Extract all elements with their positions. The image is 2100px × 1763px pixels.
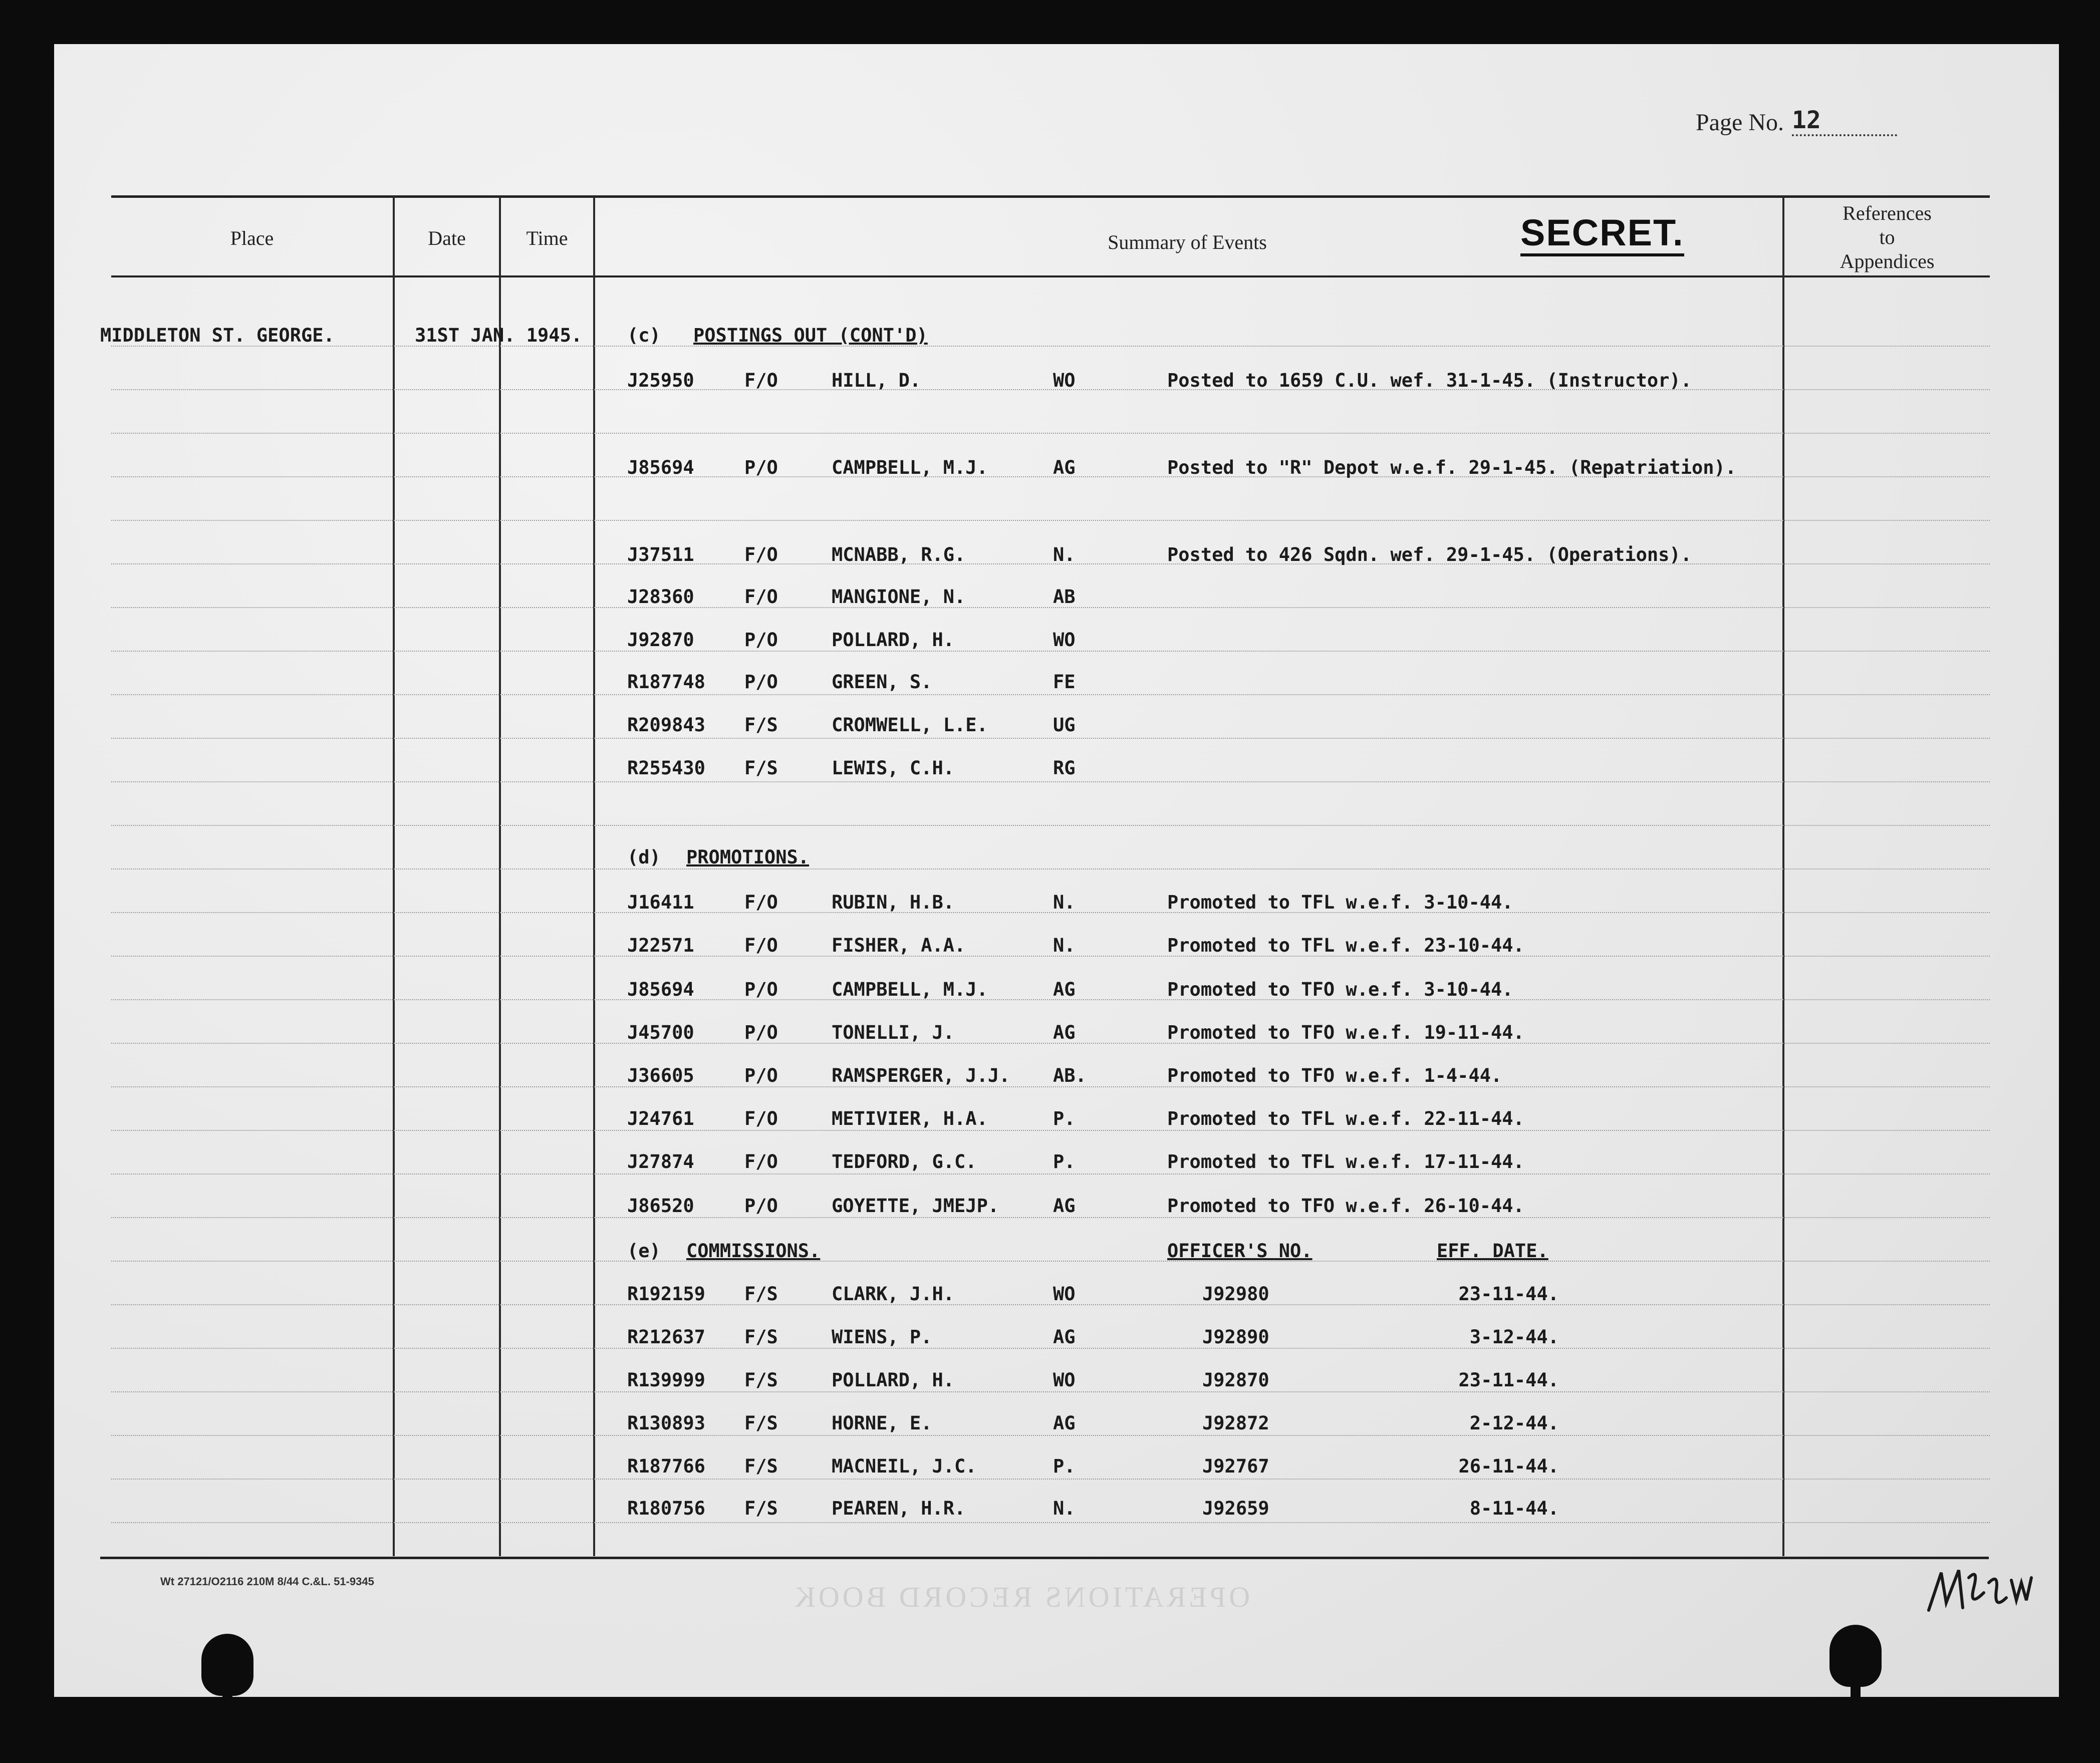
rank: P/O: [744, 629, 778, 651]
header-references-line1: References: [1843, 202, 1932, 224]
trade: N.: [1053, 1498, 1076, 1519]
guide-line: [111, 563, 1990, 564]
trade: AG: [1053, 1022, 1076, 1043]
promotion-remark: Promoted to TFO w.e.f. 3-10-44.: [1167, 979, 1513, 1000]
guide-line: [111, 912, 1990, 913]
service-number: J36605: [627, 1065, 694, 1086]
rank: P/O: [744, 671, 778, 693]
guide-line: [111, 1435, 1990, 1436]
service-number: J45700: [627, 1022, 694, 1043]
service-number: J25950: [627, 370, 694, 391]
trade: WO: [1053, 1369, 1076, 1391]
effective-date: 26-11-44.: [1458, 1455, 1559, 1477]
divider-time-summary: [593, 196, 595, 1556]
trade: AG: [1053, 1326, 1076, 1348]
rank: F/O: [744, 1108, 778, 1129]
entry-place: MIDDLETON ST. GEORGE.: [100, 325, 335, 346]
postings-heading: POSTINGS OUT (CONT'D): [693, 325, 928, 346]
promotions-heading: PROMOTIONS.: [686, 846, 810, 868]
guide-line: [111, 1391, 1990, 1392]
rank: F/O: [744, 586, 778, 608]
trade: FE: [1053, 671, 1076, 693]
trade: N.: [1053, 935, 1076, 956]
service-number: J24761: [627, 1108, 694, 1129]
guide-line: [111, 607, 1990, 608]
service-number: J22571: [627, 935, 694, 956]
rank: F/O: [744, 892, 778, 913]
officer-no-heading: OFFICER'S NO.: [1167, 1240, 1312, 1262]
guide-line: [111, 999, 1990, 1000]
service-number: J28360: [627, 586, 694, 608]
rank: F/S: [744, 1412, 778, 1434]
binder-hole-left: [201, 1634, 253, 1696]
effective-date: 2-12-44.: [1469, 1412, 1559, 1434]
guide-line: [111, 1479, 1990, 1480]
header-references-line3: Appendices: [1840, 250, 1935, 272]
divider-date-time: [499, 196, 501, 1556]
guide-line: [111, 1173, 1990, 1174]
commissions-heading-letter: (e): [627, 1240, 661, 1262]
trade: AG: [1053, 1195, 1076, 1217]
service-number: J92870: [627, 629, 694, 651]
posting-remark: Posted to "R" Depot w.e.f. 29-1-45. (Repatriation).: [1167, 457, 1737, 478]
trade: UG: [1053, 714, 1076, 736]
trade: P.: [1053, 1455, 1076, 1477]
promotion-remark: Promoted to TFO w.e.f. 1-4-44.: [1167, 1065, 1502, 1086]
service-number: J37511: [627, 544, 694, 565]
service-number: R139999: [627, 1369, 705, 1391]
guide-line: [111, 1522, 1990, 1523]
trade: AG: [1053, 1412, 1076, 1434]
rank: F/O: [744, 370, 778, 391]
rank: P/O: [744, 457, 778, 478]
officer-number: J92980: [1202, 1283, 1269, 1305]
rank: F/O: [744, 544, 778, 565]
rank: P/O: [744, 1022, 778, 1043]
bleed-through-text: OPERATIONS RECORD BOOK: [792, 1581, 1250, 1613]
service-number: R192159: [627, 1283, 705, 1305]
airman-name: CROMWELL, L.E.: [832, 714, 988, 736]
service-number: R209843: [627, 714, 705, 736]
guide-line: [111, 1348, 1990, 1349]
rank: F/S: [744, 1455, 778, 1477]
airman-name: PEAREN, H.R.: [832, 1498, 966, 1519]
guide-line: [111, 651, 1990, 652]
guide-line: [111, 346, 1990, 347]
rank: F/O: [744, 935, 778, 956]
rank: F/S: [744, 1498, 778, 1519]
bottom-rule: [100, 1557, 1989, 1559]
service-number: R255430: [627, 757, 705, 779]
header-references: [1784, 201, 1990, 273]
print-code: Wt 27121/O2116 210M 8/44 C.&L. 51-9345: [160, 1575, 374, 1588]
officer-number: J92659: [1202, 1498, 1269, 1519]
header-time: Time: [526, 227, 568, 249]
airman-name: METIVIER, H.A.: [832, 1108, 988, 1129]
airman-name: CAMPBELL, M.J.: [832, 457, 988, 478]
rank: F/O: [744, 1151, 778, 1172]
entry-date: 31ST JAN. 1945.: [415, 325, 583, 346]
trade: WO: [1053, 1283, 1076, 1305]
airman-name: POLLARD, H.: [832, 629, 955, 651]
airman-name: GREEN, S.: [832, 671, 932, 693]
officer-number: J92872: [1202, 1412, 1269, 1434]
rank: F/S: [744, 714, 778, 736]
officer-number: J92890: [1202, 1326, 1269, 1348]
airman-name: POLLARD, H.: [832, 1369, 955, 1391]
airman-name: RUBIN, H.B.: [832, 892, 955, 913]
trade: RG: [1053, 757, 1076, 779]
guide-line: [111, 868, 1990, 869]
service-number: J85694: [627, 457, 694, 478]
service-number: J16411: [627, 892, 694, 913]
trade: AG: [1053, 979, 1076, 1000]
promotions-heading-letter: (d): [627, 846, 661, 868]
guide-line: [111, 433, 1990, 434]
guide-line: [111, 738, 1990, 739]
promotion-remark: Promoted to TFL w.e.f. 3-10-44.: [1167, 892, 1513, 913]
effective-date: 23-11-44.: [1458, 1283, 1559, 1305]
airman-name: WIENS, P.: [832, 1326, 932, 1348]
trade: AG: [1053, 457, 1076, 478]
trade: P.: [1053, 1108, 1076, 1129]
postings-heading-letter: (c): [627, 325, 661, 346]
header-date: Date: [428, 227, 466, 249]
guide-line: [111, 781, 1990, 782]
effective-date: 3-12-44.: [1469, 1326, 1559, 1348]
page-number-value: 12: [1791, 106, 1821, 134]
service-number: J27874: [627, 1151, 694, 1172]
secret-stamp: SECRET.: [1520, 214, 1684, 256]
service-number: J85694: [627, 979, 694, 1000]
header-place: Place: [230, 227, 274, 249]
promotion-remark: Promoted to TFO w.e.f. 19-11-44.: [1167, 1022, 1524, 1043]
record-sheet: [54, 44, 2059, 1697]
eff-date-heading: EFF. DATE.: [1437, 1240, 1548, 1262]
promotion-remark: Promoted to TFL w.e.f. 22-11-44.: [1167, 1108, 1524, 1129]
rank: P/O: [744, 1195, 778, 1217]
airman-name: HORNE, E.: [832, 1412, 932, 1434]
guide-line: [111, 956, 1990, 957]
airman-name: CAMPBELL, M.J.: [832, 979, 988, 1000]
service-number: R130893: [627, 1412, 705, 1434]
airman-name: TONELLI, J.: [832, 1022, 955, 1043]
rank: F/S: [744, 1326, 778, 1348]
rank: F/S: [744, 757, 778, 779]
service-number: R212637: [627, 1326, 705, 1348]
commissions-heading: COMMISSIONS.: [686, 1240, 821, 1262]
airman-name: MANGIONE, N.: [832, 586, 966, 608]
airman-name: HILL, D.: [832, 370, 921, 391]
binder-hole-right: [1829, 1625, 1882, 1687]
airman-name: TEDFORD, G.C.: [832, 1151, 977, 1172]
header-references-line2: to: [1879, 226, 1895, 248]
promotion-remark: Promoted to TFL w.e.f. 17-11-44.: [1167, 1151, 1524, 1172]
page-number-label: Page No.: [1696, 109, 1784, 136]
service-number: R187748: [627, 671, 705, 693]
posting-remark: Posted to 426 Sqdn. wef. 29-1-45. (Operations).: [1167, 544, 1692, 565]
guide-line: [111, 1304, 1990, 1305]
airman-name: FISHER, A.A.: [832, 935, 966, 956]
guide-line: [111, 825, 1990, 826]
trade: WO: [1053, 629, 1076, 651]
rank: F/S: [744, 1369, 778, 1391]
trade: N.: [1053, 544, 1076, 565]
guide-line: [111, 1217, 1990, 1218]
trade: AB.: [1053, 1065, 1087, 1086]
airman-name: RAMSPERGER, J.J.: [832, 1065, 1010, 1086]
service-number: R187766: [627, 1455, 705, 1477]
guide-line: [111, 389, 1990, 390]
trade: AB: [1053, 586, 1076, 608]
divider-summary-refs: [1782, 196, 1784, 1556]
airman-name: LEWIS, C.H.: [832, 757, 955, 779]
guide-line: [111, 1086, 1990, 1087]
header-summary: Summary of Events: [1108, 231, 1267, 253]
rank: F/S: [744, 1283, 778, 1305]
officer-number: J92767: [1202, 1455, 1269, 1477]
trade: WO: [1053, 370, 1076, 391]
signature-initials: [1924, 1563, 2039, 1618]
guide-line: [111, 1043, 1990, 1044]
posting-remark: Posted to 1659 C.U. wef. 31-1-45. (Instructor).: [1167, 370, 1692, 391]
effective-date: 8-11-44.: [1469, 1498, 1559, 1519]
rank: P/O: [744, 1065, 778, 1086]
rank: P/O: [744, 979, 778, 1000]
promotion-remark: Promoted to TFL w.e.f. 23-10-44.: [1167, 935, 1524, 956]
effective-date: 23-11-44.: [1458, 1369, 1559, 1391]
trade: P.: [1053, 1151, 1076, 1172]
guide-line: [111, 1261, 1990, 1262]
airman-name: CLARK, J.H.: [832, 1283, 955, 1305]
promotion-remark: Promoted to TFO w.e.f. 26-10-44.: [1167, 1195, 1524, 1217]
guide-line: [111, 520, 1990, 521]
guide-line: [111, 1130, 1990, 1131]
officer-number: J92870: [1202, 1369, 1269, 1391]
service-number: R180756: [627, 1498, 705, 1519]
trade: N.: [1053, 892, 1076, 913]
airman-name: GOYETTE, JMEJP.: [832, 1195, 999, 1217]
page-number: [1696, 106, 1897, 136]
airman-name: MACNEIL, J.C.: [832, 1455, 977, 1477]
service-number: J86520: [627, 1195, 694, 1217]
guide-line: [111, 694, 1990, 695]
divider-place-date: [393, 196, 395, 1556]
airman-name: MCNABB, R.G.: [832, 544, 966, 565]
